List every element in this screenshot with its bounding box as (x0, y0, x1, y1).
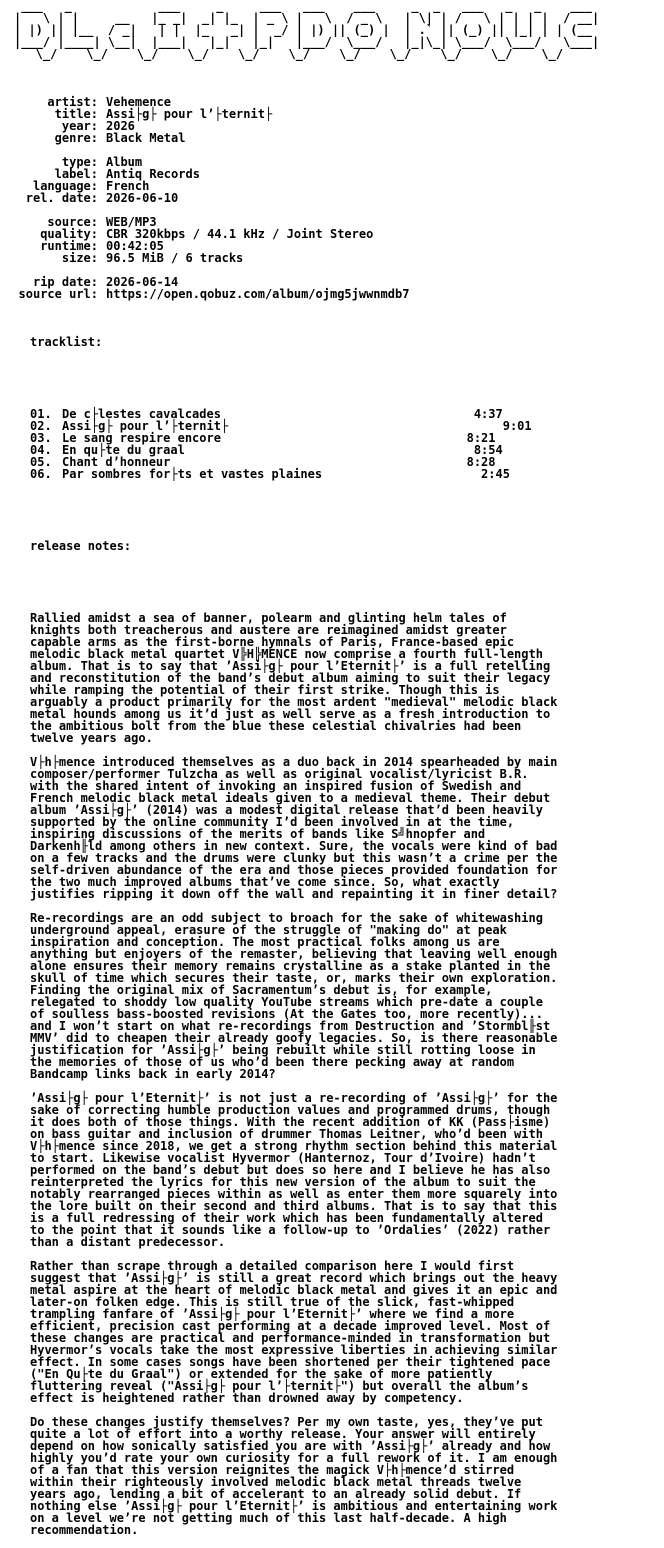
meta-value: 00:42:05 (106, 239, 164, 253)
track-title: Par sombres for├ts et vastes plaines (62, 467, 323, 481)
notes-line: the two much improved albums that’ve come since. So, what exactly (30, 875, 500, 889)
notes-line: later-on folken edge. This is still true of the slick, fast-whipped (30, 1295, 515, 1309)
notes-line: is a full redressing of their work which has been fundamentally altered (30, 1211, 543, 1225)
meta-value: Assi├g├ pour l’├ternit├ (106, 107, 273, 121)
track-title: De c├lestes cavalcades (62, 407, 221, 421)
notes-line: composer/performer Tulzcha as well as original vocalist/lyricist B.R. (30, 767, 529, 781)
meta-value: WEB/MP3 (106, 215, 157, 229)
notes-line: alone ensures their memory remains crystalline as a stake planted in the (30, 959, 551, 973)
meta-key: source url: (18, 287, 98, 301)
notes-line: on a few tracks and the drums were clunky but this wasn’t a crime per the (30, 851, 558, 865)
meta-key: genre: (54, 131, 98, 145)
banner-line: | |) || |__ / _| | | |_ _| | _/ | |) || (_) | | .` || (_) || |_| | | (__ (14, 23, 607, 37)
notes-line: within their righteously involved melodic black metal threads twelve (30, 1475, 522, 1489)
notes-line: justification for ’Assi├g├’ being rebuilt while still rotting loose in (30, 1043, 536, 1057)
notes-line: nothing else ’Assi├g├ pour l’Eternit├’ is ambitious and entertaining work (30, 1499, 558, 1513)
notes-line: skull of time which secures their taste, or, marks their own exploration. (30, 971, 558, 985)
notes-line: arguably a product primarily for the most ardent "medieval" melodic black (30, 695, 558, 709)
notes-line: notably rearranged pieces within as well as enter them more squarely into (30, 1187, 558, 1201)
track-length: 8:54 (473, 443, 503, 457)
track-number: 04. (30, 443, 52, 457)
notes-line: underground appeal, erasure of the struggle of "making do" at peak (30, 923, 507, 937)
notes-line: Rallied amidst a sea of banner, polearm and glinting helm tales of (30, 611, 507, 625)
notes-line: inspiring discussions of the merits of bands like S╝hnopfer and (30, 827, 486, 841)
meta-key: runtime: (40, 239, 98, 253)
notes-paragraph (14, 1092, 557, 1248)
ascii-logo-banner (14, 0, 614, 84)
track-length: 8:28 (466, 455, 496, 469)
notes-line: album. That is to say that ’Assi├g├ pour l’Eternit├’ is a full retelling (30, 659, 551, 673)
notes-line: self-driven abundance of the era and those pieces provided foundation for (30, 863, 558, 877)
release-body (14, 312, 557, 1548)
meta-row (14, 132, 409, 144)
banner-line: |___/ |____| \__| |___| |_| |_| |___/ \___/ |_|\_| \___/ \___/ \___| (14, 35, 607, 49)
notes-line: quite a lot of effort into a worthy release. Your answer will entirely (30, 1427, 536, 1441)
notes-line: Hyvermor’s vocals take the most expressive liberties in achieving similar (30, 1343, 558, 1357)
tracklist-heading: tracklist: (30, 335, 103, 349)
notes-line: French melodic black metal ideals given to a medieval theme. Their debut (30, 791, 551, 805)
meta-value: French (106, 179, 150, 193)
notes-line: V├h├mence since 2018, we get a strong rhythm section behind this material (30, 1139, 558, 1153)
meta-value: Black Metal (106, 131, 186, 145)
notes-line: the lore built on their second and third albums. That is to say that this (30, 1199, 558, 1213)
track-title: En qu├te du graal (62, 443, 185, 457)
notes-line: trampling fanfare of ’Assi├g├ pour l’Eternit├’ where we find a more (30, 1307, 515, 1321)
banner-line: ___ _ ___ _ ___ ___ ___ _ _ ___ _ _ ___ (14, 0, 607, 13)
notes-line: and reconstitution of the band’s debut album aiming to suit their legacy (30, 671, 551, 685)
notes-line: V├h├mence introduced themselves as a duo back in 2014 spearheaded by main (30, 755, 558, 769)
notes-line: metal aspire at the heart of melodic black metal and gives it an epic and (30, 1283, 558, 1297)
notes-line: suggest that ’Assi├g├’ is still a great record which brings out the heavy (30, 1271, 558, 1285)
notes-line: ("En Qu├te du Graal") or extended for the sake of more patiently (30, 1367, 493, 1381)
meta-key: language: (32, 179, 98, 193)
meta-key: year: (61, 119, 98, 133)
notes-line: of a fan that this version reignites the magick V├h├mence’d stirred (30, 1463, 515, 1477)
track-length: 9:01 (502, 419, 532, 433)
notes-line: effect. In some cases songs have been shortened per their tightened pace (30, 1355, 551, 1369)
notes-paragraph (14, 1416, 557, 1536)
notes-line: on bass guitar and inclusion of drummer Thomas Leitner, who’d been with (30, 1127, 543, 1141)
notes-paragraph (14, 1260, 557, 1404)
meta-value: Album (106, 155, 143, 169)
meta-key: quality: (40, 227, 98, 241)
meta-value: 2026-06-14 (106, 275, 179, 289)
meta-key: size: (61, 251, 98, 265)
banner-line (14, 72, 614, 84)
notes-line: Darkenh╟ld among others in new context. Sure, the vocals were kind of bad (30, 839, 558, 853)
notes-line: Do these changes justify themselves? Per my own taste, yes, they’ve put (30, 1415, 543, 1429)
track-length: 4:37 (473, 407, 503, 421)
meta-row (14, 192, 409, 204)
meta-value: 96.5 MiB / 6 tracks (106, 251, 244, 265)
track-number: 03. (30, 431, 52, 445)
notes-line: these changes are practical and performance-minded in transformation but (30, 1331, 551, 1345)
meta-key: source: (47, 215, 98, 229)
track-number: 05. (30, 455, 52, 469)
notes-paragraph (14, 912, 557, 1080)
notes-paragraph (14, 612, 557, 744)
notes-line: the memories of those of us who’d been there pecking away at random (30, 1055, 515, 1069)
notes-line: supported by the online community I’d been involved in at the time, (30, 815, 515, 829)
notes-line: sake of correcting humble production values and programmed drums, though (30, 1103, 551, 1117)
notes-line: depend on how sonically satisfied you are with ’Assi├g├’ already and how (30, 1439, 551, 1453)
notes-line: metal hounds among us it’d just as well serve as a fresh introduction to (30, 707, 551, 721)
notes-line: MMV’ did to cheapen their already goofy legacies. So, is there reasonable (30, 1031, 558, 1045)
track-row (14, 468, 557, 480)
notes-line: on a level we’re not getting much of this last half-decade. A high (30, 1511, 507, 1525)
track-number: 01. (30, 407, 52, 421)
notes-line: capable arms as the first-borne hymnals of Paris, France-based epic (30, 635, 515, 649)
notes-line: inspiration and conception. The most practical folks among us are (30, 935, 500, 949)
notes-line: Rather than scrape through a detailed comparison here I would first (30, 1259, 515, 1273)
meta-value: 2026-06-10 (106, 191, 179, 205)
meta-value: Antiq Records (106, 167, 200, 181)
notes-line: and I won’t start on what re-recordings from Destruction and ’Stormbl╟st (30, 1019, 551, 1033)
notes-line: to the point that it sounds like a follow-up to ’Ordalies’ (2022) rather (30, 1223, 551, 1237)
notes-line: Re-recordings are an odd subject to broach for the sake of whitewashing (30, 911, 543, 925)
notes-line: twelve years ago. (30, 731, 153, 745)
meta-key: title: (54, 107, 98, 121)
meta-value[interactable]: https://open.qobuz.com/album/ojmg5jwwnmdb7 (106, 287, 410, 301)
track-title: Le sang respire encore (62, 431, 221, 445)
meta-key: artist: (47, 95, 98, 109)
tracklist (14, 408, 557, 480)
notes-paragraph (14, 756, 557, 900)
banner-line: \_/ \_/ \_/ \_/ \_/ \_/ \_/ \_/ \_/ \_/ \_/ (14, 47, 600, 61)
meta-value: 2026 (106, 119, 135, 133)
track-number: 06. (30, 467, 52, 481)
notes-line: effect is heightened rather than drowned away by competency. (30, 1391, 464, 1405)
meta-value: Vehemence (106, 95, 172, 109)
notes-line: while ramping the potential of their first strike. Though this is (30, 683, 500, 697)
notes-line: it does both of those things. With the recent addition of KK (Pass├isme) (30, 1115, 551, 1129)
notes-line: knights both treacherous and austere are reimagined amidst greater (30, 623, 507, 637)
meta-value: CBR 320kbps / 44.1 kHz / Joint Stereo (106, 227, 374, 241)
track-length: 2:45 (481, 467, 510, 481)
notes-line: relegated to shoddy low quality YouTube streams which pre-date a couple (30, 995, 543, 1009)
meta-row (14, 288, 409, 300)
track-number: 02. (30, 419, 52, 433)
notes-line: highly you’d rate your own curiosity for a full rework of it. I am enough (30, 1451, 558, 1465)
banner-line: | \ | | __ |_ _| _| |_ | _ \ | \ / _ \ | \| | / \ | | | | / __| (14, 11, 607, 25)
release-metadata (14, 96, 409, 300)
notes-line: Finding the original mix of Sacramentum’s debut is, for example, (30, 983, 493, 997)
track-length: 8:21 (466, 431, 496, 445)
notes-line: justifies ripping it down off the wall and repainting it in finer detail? (30, 887, 558, 901)
meta-row (14, 252, 409, 264)
notes-line: performed on the band’s debut but does so here and I believe he has also (30, 1163, 551, 1177)
notes-line: Bandcamp links back in early 2014? (30, 1067, 276, 1081)
notes-line: album ’Assi├g├’ (2014) was a modest digital release that’d been heavily (30, 803, 543, 817)
track-title: Chant d’honneur (62, 455, 171, 469)
notes-line: years ago, lending a bit of accelerant to an already solid debut. If (30, 1487, 522, 1501)
notes-line: ’Assi├g├ pour l’Eternit├’ is not just a re-recording of ’Assi├g├’ for the (30, 1091, 558, 1105)
release-notes-heading: release notes: (30, 539, 132, 553)
notes-line: of soulless bass-boosted revisions (At the Gates too, more recently)... (30, 1007, 543, 1021)
meta-key: label: (54, 167, 98, 181)
notes-line: than a distant predecessor. (30, 1235, 226, 1249)
meta-key: type: (61, 155, 98, 169)
meta-key: rip date: (32, 275, 98, 289)
notes-line: anything but enjoyers of the remaster, believing that leaving well enough (30, 947, 558, 961)
notes-line: with the shared intent of invoking an inspired fusion of Swedish and (30, 779, 522, 793)
track-title: Assi├g├ pour l’├ternit├ (62, 419, 229, 433)
release-notes (14, 612, 557, 1536)
notes-line: melodic black metal quartet V╠H╠MENCE now comprise a fourth full-length (30, 647, 543, 661)
notes-line: the ambitious bolt from the blue these celestial chivalries had been (30, 719, 522, 733)
notes-line: fluttering reveal ("Assi├g├ pour l’├ternit├") but overall the album’s (30, 1379, 529, 1393)
notes-line: to start. Likewise vocalist Hyvermor (Hanternoz, Tour d’Ivoire) hadn’t (30, 1151, 536, 1165)
notes-line: efficient, precision cast performing at a decade improved level. Most of (30, 1319, 551, 1333)
notes-line: reinterpreted the lyrics for this new version of the album to suit the (30, 1175, 536, 1189)
meta-key: rel. date: (25, 191, 98, 205)
notes-line: recommendation. (30, 1523, 139, 1537)
